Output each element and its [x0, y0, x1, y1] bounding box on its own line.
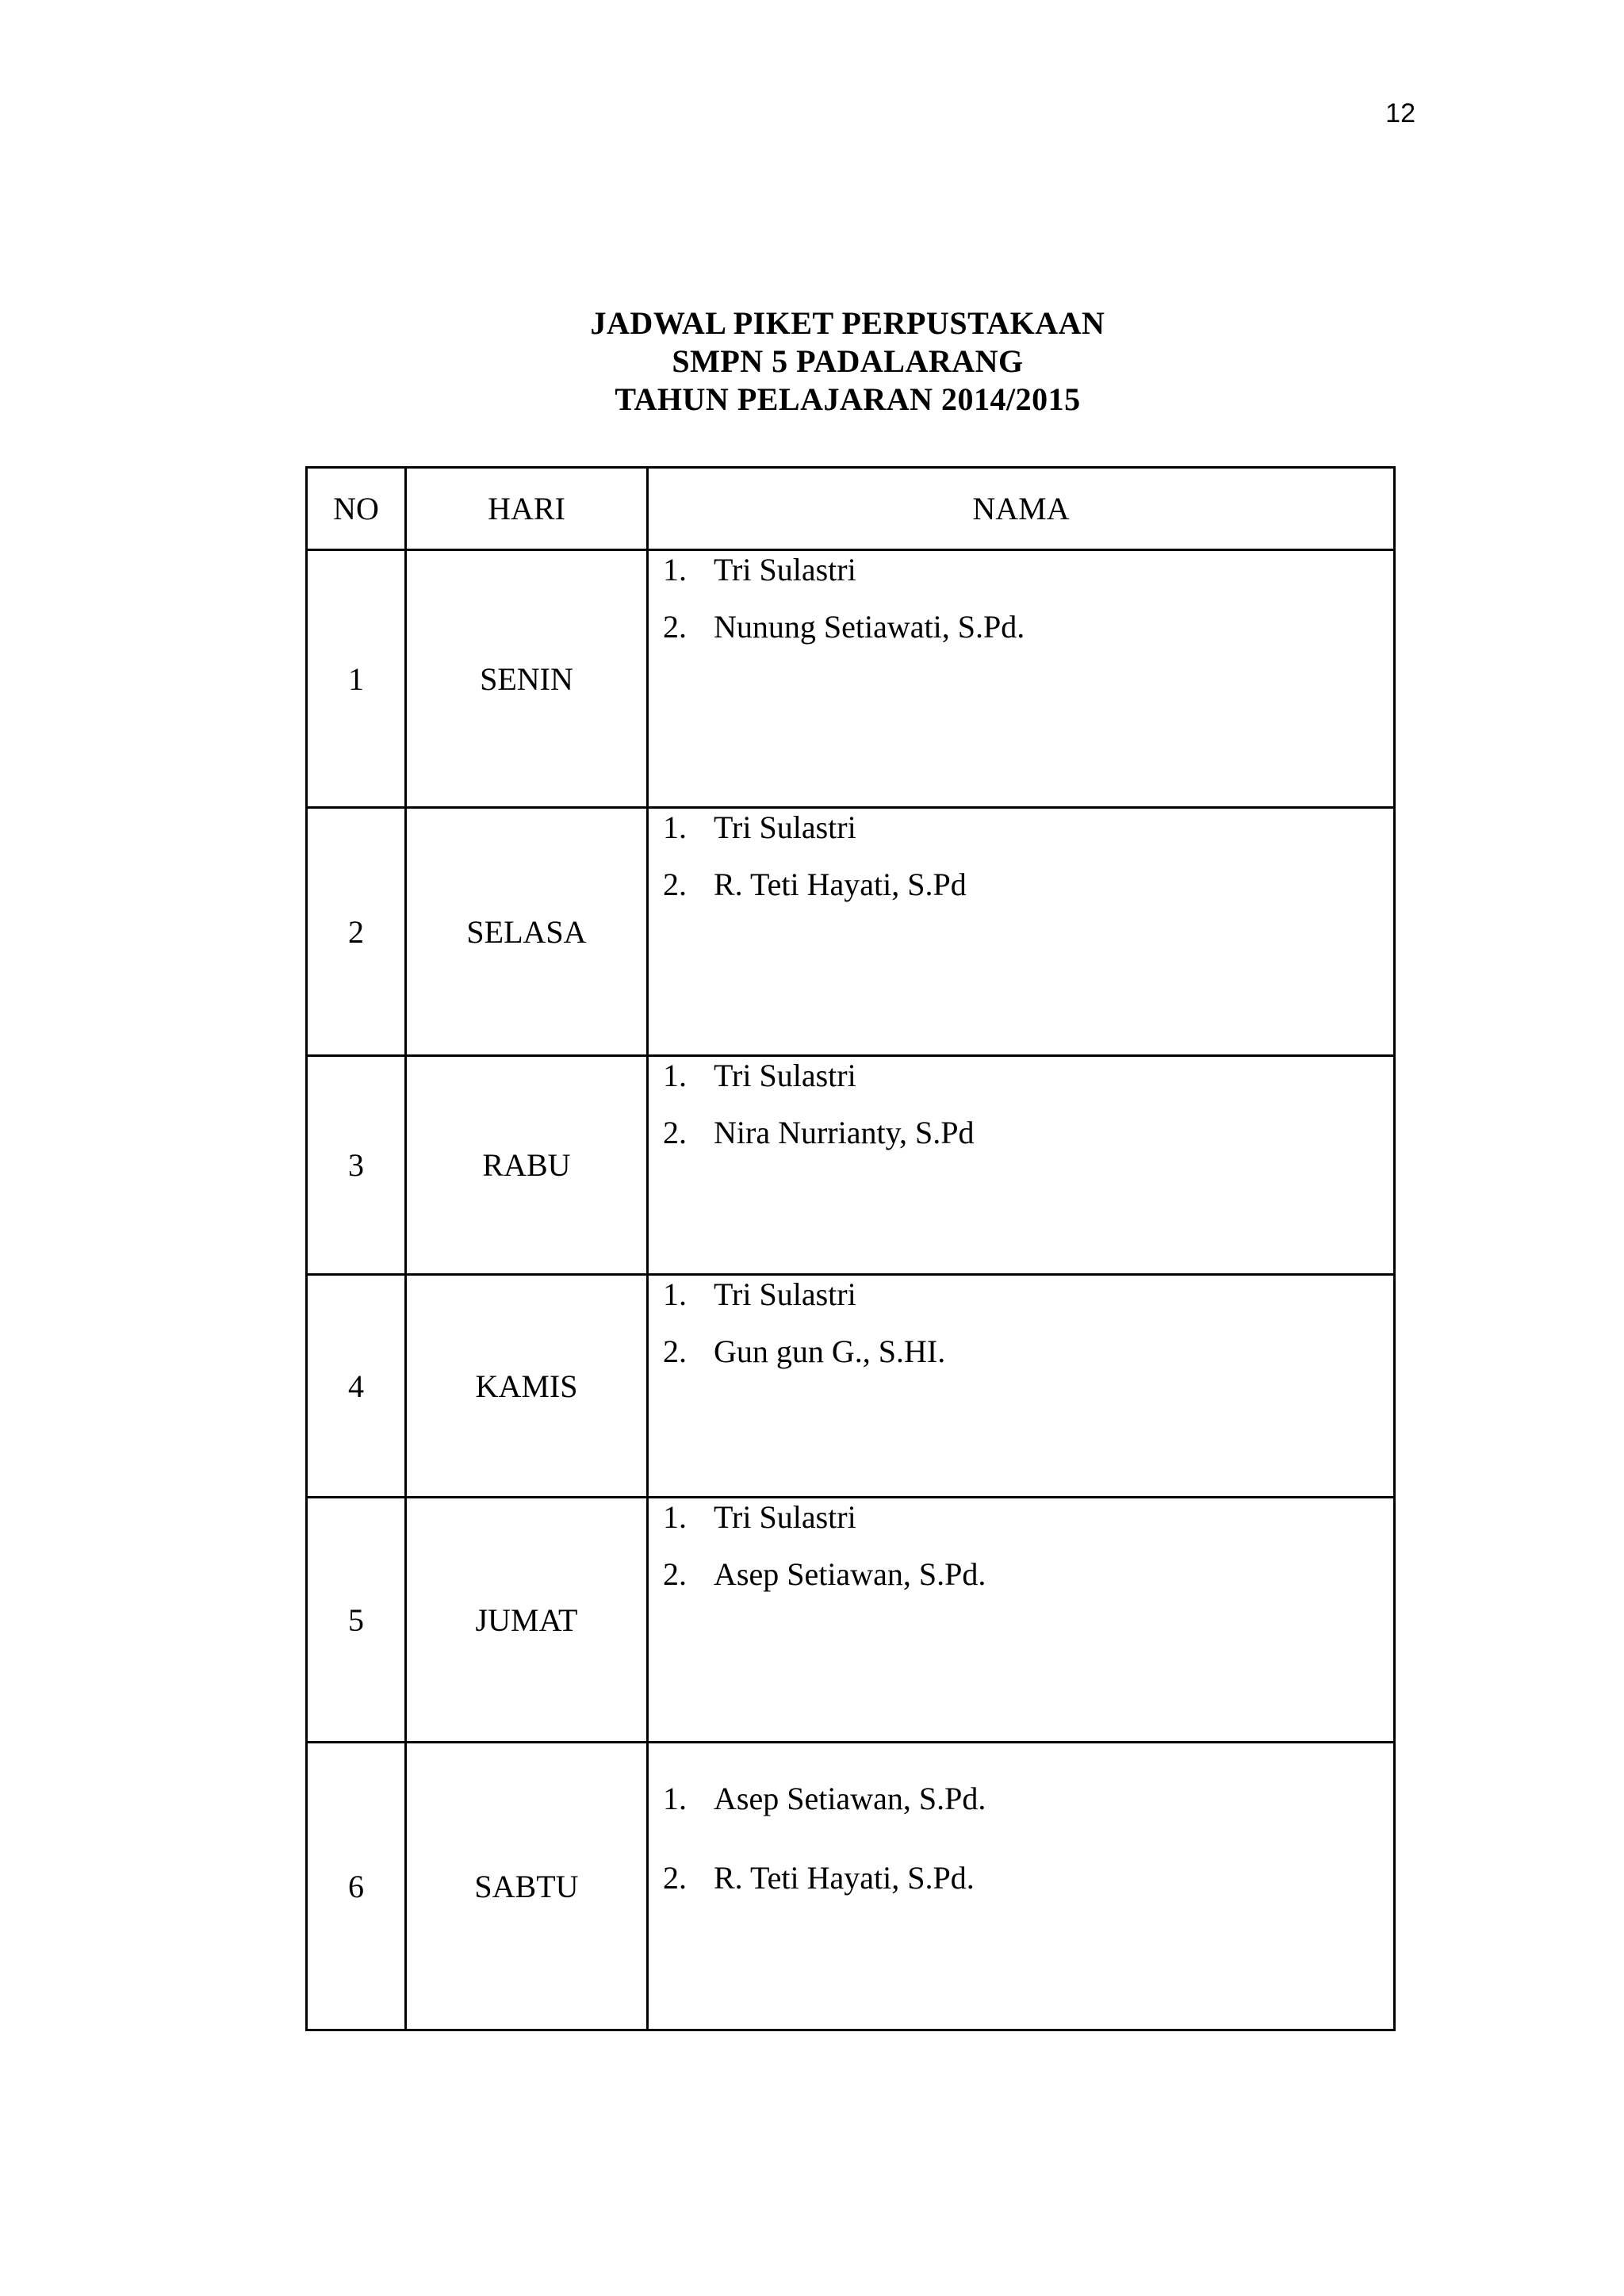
- name-list-item: [649, 551, 1393, 608]
- table-row: [307, 1743, 1395, 2030]
- staff-name: Tri Sulastri: [714, 552, 856, 587]
- staff-name: Nunung Setiawati, S.Pd.: [714, 609, 1025, 645]
- name-index: 2.: [663, 1556, 687, 1592]
- name-list-item: [649, 1276, 1393, 1333]
- row-names: [648, 808, 1395, 1056]
- staff-name: Asep Setiawan, S.Pd.: [714, 1781, 986, 1816]
- name-index: 1.: [663, 1276, 687, 1312]
- row-number: 2: [307, 808, 406, 1056]
- name-list-item: [649, 1780, 1393, 1859]
- row-names: [648, 1743, 1395, 2030]
- table-row: [307, 1056, 1395, 1275]
- name-index: 1.: [663, 809, 687, 845]
- row-number: 3: [307, 1056, 406, 1275]
- name-list-item: [649, 1859, 1393, 1938]
- row-day: SENIN: [406, 550, 648, 808]
- header-hari: HARI: [406, 468, 648, 550]
- row-day: KAMIS: [406, 1275, 648, 1498]
- table-row: [307, 1498, 1395, 1743]
- table-row: [307, 808, 1395, 1056]
- row-number: 1: [307, 550, 406, 808]
- row-day: RABU: [406, 1056, 648, 1275]
- name-index: 1.: [663, 552, 687, 587]
- row-number: 6: [307, 1743, 406, 2030]
- staff-name: R. Teti Hayati, S.Pd: [714, 867, 967, 902]
- staff-name: Asep Setiawan, S.Pd.: [714, 1556, 986, 1592]
- name-index: 2.: [663, 609, 687, 645]
- row-names: [648, 1498, 1395, 1743]
- table-header-row: [307, 468, 1395, 550]
- row-names: [648, 550, 1395, 808]
- name-index: 2.: [663, 1860, 687, 1896]
- row-names: [648, 1056, 1395, 1275]
- staff-name: Gun gun G., S.HI.: [714, 1334, 946, 1369]
- name-list-item: [649, 608, 1393, 665]
- name-list-item: [649, 1057, 1393, 1114]
- name-list-item: [649, 1114, 1393, 1171]
- staff-name: Tri Sulastri: [714, 1276, 856, 1312]
- row-day: SABTU: [406, 1743, 648, 2030]
- name-index: 1.: [663, 1781, 687, 1816]
- name-list-item: [649, 866, 1393, 923]
- title-line-2: SMPN 5 PADALARANG: [672, 343, 1024, 379]
- title-line-3: TAHUN PELAJARAN 2014/2015: [615, 381, 1081, 417]
- name-list-item: [649, 1333, 1393, 1390]
- header-no: NO: [307, 468, 406, 550]
- name-list-item: [649, 1556, 1393, 1613]
- row-number: 4: [307, 1275, 406, 1498]
- name-list-item: [649, 1498, 1393, 1556]
- duty-schedule-table: [305, 466, 1396, 2031]
- name-index: 2.: [663, 867, 687, 902]
- document-title: [36, 304, 1624, 419]
- row-number: 5: [307, 1498, 406, 1743]
- name-index: 1.: [663, 1499, 687, 1535]
- row-day: JUMAT: [406, 1498, 648, 1743]
- name-index: 1.: [663, 1058, 687, 1093]
- staff-name: Tri Sulastri: [714, 809, 856, 845]
- staff-name: Tri Sulastri: [714, 1499, 856, 1535]
- table-row: [307, 550, 1395, 808]
- staff-name: Nira Nurrianty, S.Pd: [714, 1115, 975, 1150]
- name-list-item: [649, 809, 1393, 866]
- header-nama: NAMA: [648, 468, 1395, 550]
- staff-name: R. Teti Hayati, S.Pd.: [714, 1860, 975, 1896]
- name-index: 2.: [663, 1334, 687, 1369]
- row-names: [648, 1275, 1395, 1498]
- row-day: SELASA: [406, 808, 648, 1056]
- title-line-1: JADWAL PIKET PERPUSTAKAAN: [590, 305, 1105, 341]
- table-row: [307, 1275, 1395, 1498]
- name-index: 2.: [663, 1115, 687, 1150]
- page-number: 12: [1385, 98, 1415, 128]
- staff-name: Tri Sulastri: [714, 1058, 856, 1093]
